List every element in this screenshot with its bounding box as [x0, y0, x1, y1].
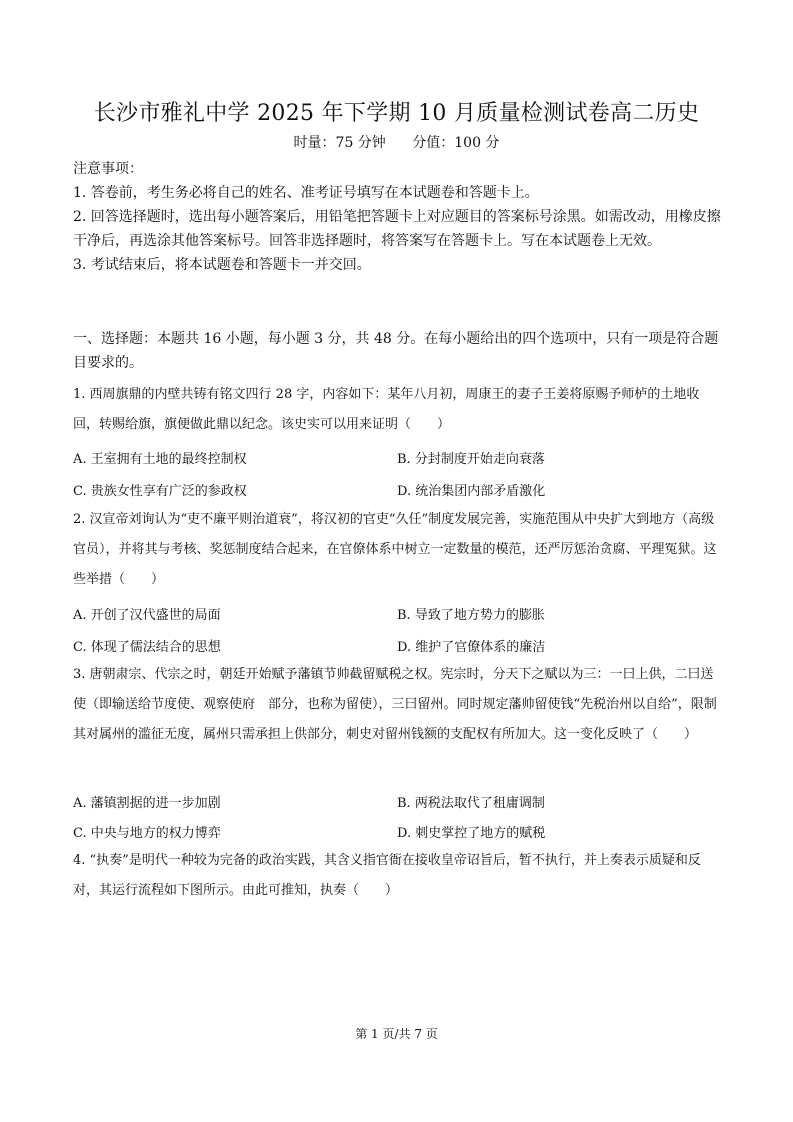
option-b: B. 导致了地方势力的膨胀: [397, 608, 545, 623]
question-4: [73, 846, 725, 906]
option-d: D. 维护了官僚体系的廉洁: [397, 640, 546, 655]
question-stem: 3. 唐朝肃宗、代宗之时，朝廷开始赋予藩镇节帅截留赋税之权。宪宗时，分天下之赋以为三：一曰上供，二曰送使（即输送给节度使、观察使府 部分，也称为留使），三曰留州。同时规定藩帅留使钱“先税治州以自给”，限制其对属州的滥征无度，属州只需承担上供部分，刺史对留州钱额的支配权有所加大。这一变化反映了（ ）: [73, 667, 717, 742]
notes-block: [73, 157, 725, 277]
section-heading: 一、选择题：本题共 16 小题，每小题 3 分，共 48 分。在每小题给出的四个选项中，只有一项是符合题目要求的。: [73, 331, 719, 371]
option-c: C. 体现了儒法结合的思想: [73, 640, 221, 655]
option-d: D. 刺史掌控了地方的赋税: [397, 826, 546, 841]
question-3: [73, 660, 725, 750]
question-stem: 4. “执奏”是明代一种较为完备的政治实践，其含义指官衙在接收皇帝诏旨后，暂不执行，并上奏表示质疑和反对，其运行流程如下图所示。由此可推知，执奏（ ）: [73, 853, 701, 898]
notes-heading: 注意事项：: [73, 161, 143, 177]
question-stem: 1. 西周旗鼎的内壁共铸有铭文四行 28 字，内容如下：某年八月初，周康王的妻子王姜将原赐予师栌的土地收回，转赐给旗，旗便做此鼎以纪念。该史实可以用来证明（ ）: [73, 387, 700, 432]
option-a: A. 藩镇割据的进一步加剧: [73, 796, 221, 811]
exam-time: 时量：75 分钟: [293, 135, 386, 151]
option-b: B. 分封制度开始走向衰落: [397, 452, 545, 467]
option-a: A. 王室拥有土地的最终控制权: [73, 452, 247, 467]
section-heading-block: [73, 327, 725, 375]
page-number: 第 1 页/共 7 页: [355, 1027, 438, 1041]
note-item: 1. 答卷前，考生务必将自己的姓名、准考证号填写在本试题卷和答题卡上。: [73, 185, 539, 201]
exam-score: 分值：100 分: [412, 135, 500, 151]
exam-info: [0, 132, 793, 152]
option-c: C. 贵族女性享有广泛的参政权: [73, 484, 247, 499]
question-stem: 2. 汉宣帝刘询认为“吏不廉平则治道衰”，将汉初的官吏“久任”制度发展完善，实施范围从中央扩大到地方（高级官员），并将其与考核、奖惩制度结合起来，在官僚体系中树立一定数量的模范，还严厉惩治贪腐、平理冤狱。这些举措（ ）: [73, 512, 717, 587]
option-c: C. 中央与地方的权力博弈: [73, 826, 221, 841]
question-1: [73, 380, 725, 440]
option-a: A. 开创了汉代盛世的局面: [73, 608, 221, 623]
note-item: 3. 考试结束后，将本试题卷和答题卡一并交回。: [73, 257, 371, 273]
note-item: 2. 回答选择题时，选出每小题答案后，用铅笔把答题卡上对应题目的答案标号涂黑。如需改动，用橡皮擦干净后，再选涂其他答案标号。回答非选择题时，将答案写在答题卡上。写在本试题卷上无效。: [73, 209, 721, 249]
option-d: D. 统治集团内部矛盾激化: [397, 484, 546, 499]
exam-title: 长沙市雅礼中学 2025 年下学期 10 月质量检测试卷高二历史: [93, 101, 700, 126]
option-b: B. 两税法取代了租庸调制: [397, 796, 545, 811]
question-2: [73, 505, 725, 595]
